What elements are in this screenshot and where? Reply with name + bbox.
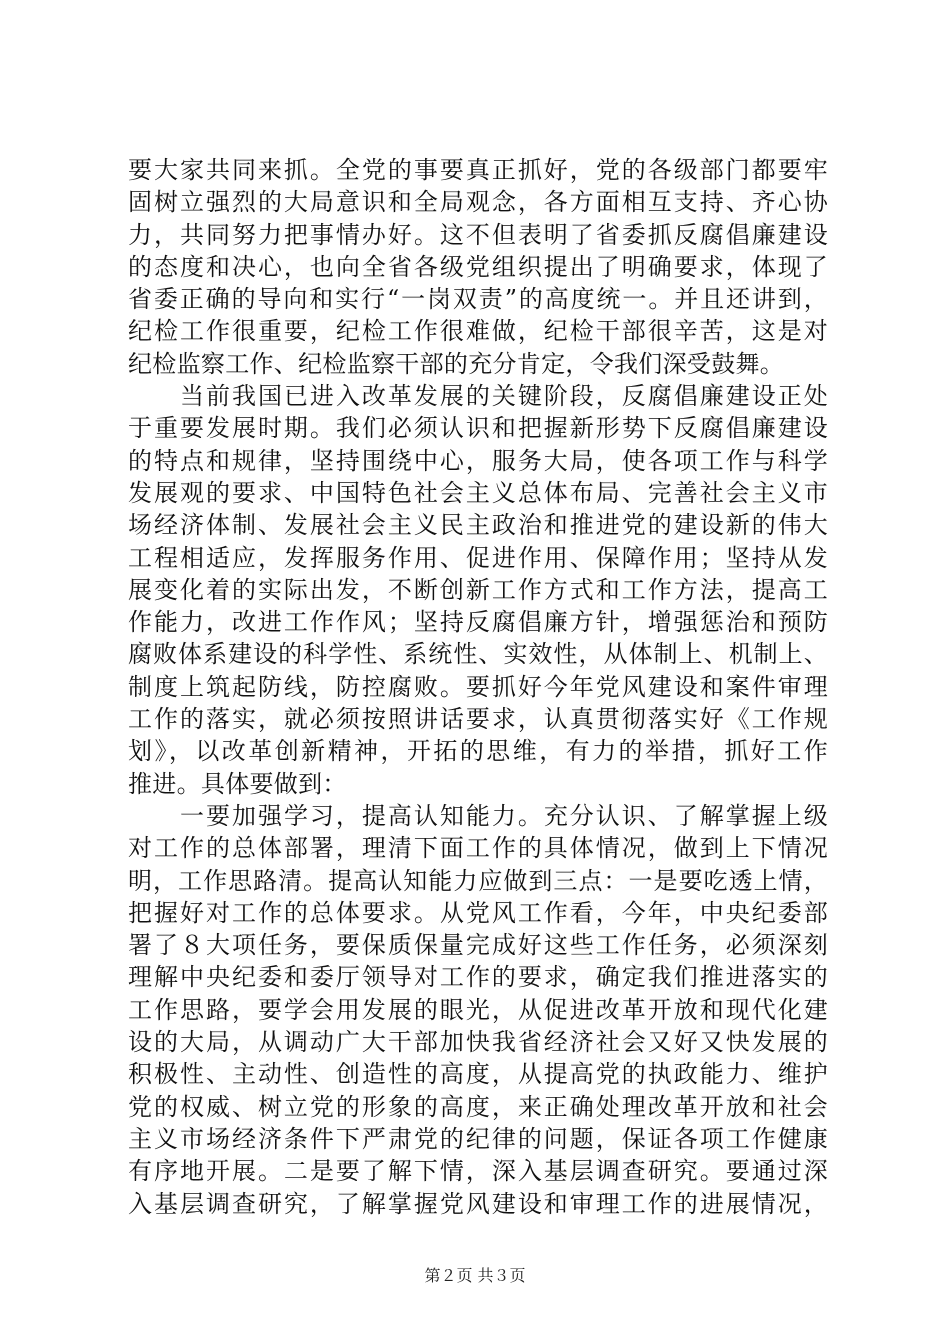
text-line: 力，共同努力把事情办好。这不但表明了省委抓反腐倡廉建设: [128, 220, 828, 249]
text-line: 于重要发展时期。我们必须认识和把握新形势下反腐倡廉建设: [128, 414, 828, 443]
text-line: 的特点和规律，坚持围绕中心，服务大局，使各项工作与科学: [128, 446, 828, 475]
text-line: 划》，以改革创新精神，开拓的思维，有力的举措，抓好工作: [128, 737, 828, 766]
text-line: 积极性、主动性、创造性的高度，从提高党的执政能力、维护: [128, 1060, 828, 1089]
text-line: 党的权威、树立党的形象的高度，来正确处理改革开放和社会: [128, 1092, 828, 1121]
text-line: 发展观的要求、中国特色社会主义总体布局、完善社会主义市: [128, 478, 828, 507]
text-line: 纪检监察工作、纪检监察干部的充分肯定，令我们深受鼓舞。: [128, 349, 785, 378]
body-text: [128, 154, 828, 1220]
paragraph-first-line: 一要加强学习，提高认知能力。充分认识、了解掌握上级: [180, 801, 828, 830]
text-line: 明，工作思路清。提高认知能力应做到三点：一是要吃透上情，: [128, 866, 828, 895]
text-line: 把握好对工作的总体要求。从党风工作看，今年，中央纪委部: [128, 898, 828, 927]
text-line: 腐败体系建设的科学性、系统性、实效性，从体制上、机制上、: [128, 640, 828, 669]
text-line: 推进。具体要做到：: [128, 769, 347, 798]
text-line: 要大家共同来抓。全党的事要真正抓好，党的各级部门都要牢: [128, 156, 828, 184]
text-line: 作能力，改进工作作风；坚持反腐倡廉方针，增强惩治和预防: [128, 608, 828, 637]
text-line: 主义市场经济条件下严肃党的纪律的问题，保证各项工作健康: [128, 1124, 828, 1153]
text-line: 工作的落实，就必须按照讲话要求，认真贯彻落实好《工作规: [128, 705, 828, 734]
text-line: 设的大局，从调动广大干部加快我省经济社会又好又快发展的: [128, 1028, 828, 1057]
text-line: 纪检工作很重要，纪检工作很难做，纪检干部很辛苦，这是对: [128, 317, 828, 346]
text-line: 固树立强烈的大局意识和全局观念，各方面相互支持、齐心协: [128, 188, 828, 217]
text-line: 场经济体制、发展社会主义民主政治和推进党的建设新的伟大: [128, 511, 828, 540]
page-number-footer: 第２页 共３页: [424, 1266, 526, 1285]
text-line: 工作思路，要学会用发展的眼光，从促进改革开放和现代化建: [128, 995, 828, 1024]
text-line: 省委正确的导向和实行“一岗双责”的高度统一。并且还讲到，: [128, 285, 828, 314]
text-line: 展变化着的实际出发，不断创新工作方式和工作方法，提高工: [128, 575, 828, 604]
text-line: 制度上筑起防线，防控腐败。要抓好今年党风建设和案件审理: [128, 672, 828, 701]
text-line: 对工作的总体部署，理清下面工作的具体情况，做到上下情况: [128, 834, 828, 863]
text-line: 有序地开展。二是要了解下情，深入基层调查研究。要通过深: [128, 1157, 828, 1186]
paragraph-first-line: 当前我国已进入改革发展的关键阶段，反腐倡廉建设正处: [180, 382, 828, 411]
text-line: 署了８大项任务，要保质保量完成好这些工作任务，必须深刻: [128, 931, 828, 960]
text-line: 理解中央纪委和委厅领导对工作的要求，确定我们推进落实的: [128, 963, 828, 992]
text-line: 工程相适应，发挥服务作用、促进作用、保障作用；坚持从发: [128, 543, 828, 572]
text-line: 的态度和决心，也向全省各级党组织提出了明确要求，体现了: [128, 252, 828, 281]
text-line: 入基层调查研究，了解掌握党风建设和审理工作的进展情况，: [128, 1189, 828, 1218]
